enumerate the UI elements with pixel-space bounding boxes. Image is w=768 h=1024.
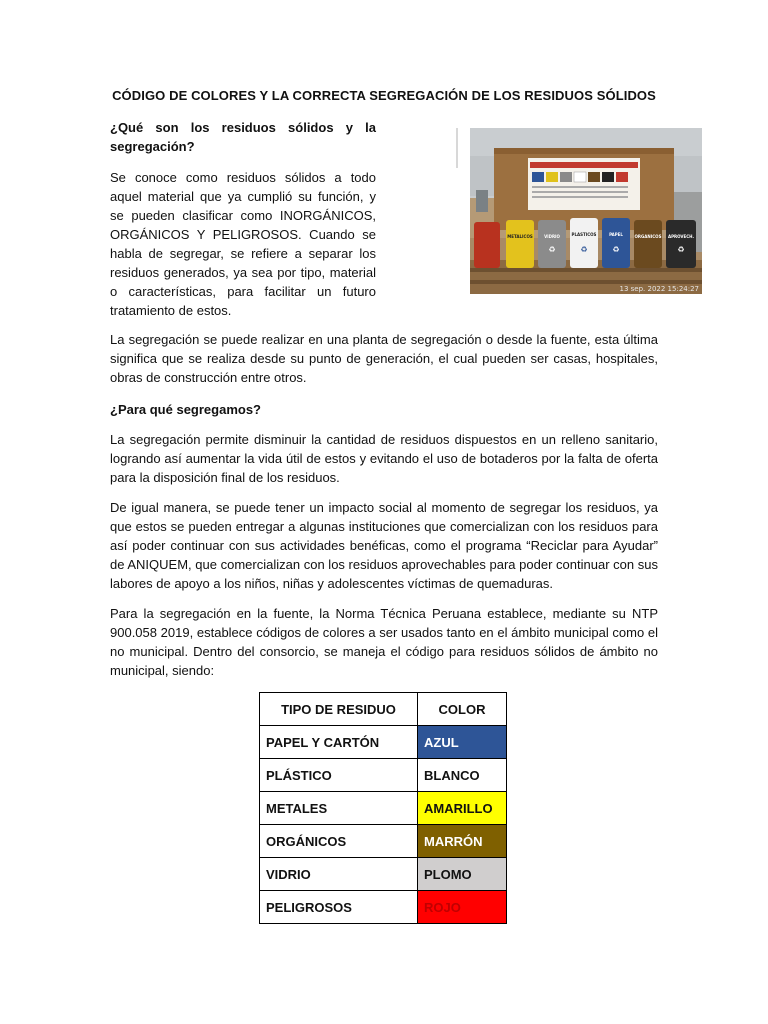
paragraph-segregation-place: La segregación se puede realizar en una planta de segregación o desde la fuente, esta última significa que se realiza desde su punto de generación, el cual pueden ser casas, hospitales, obras de construcción entre otros. [110, 332, 658, 385]
header-waste-type: TIPO DE RESIDUO [260, 693, 418, 726]
color-cell: ROJO [418, 891, 507, 924]
svg-text:VIDRIO: VIDRIO [544, 234, 560, 239]
color-cell: PLOMO [418, 858, 507, 891]
heading-why-segregate: ¿Para qué segregamos? [110, 402, 261, 417]
paragraph-benefits: La segregación permite disminuir la cantidad de residuos dispuestos en un relleno sanitario, logrando así aumentar la vida útil de estos y evitando el uso de botaderos por la falta de oferta para la disposición final de los residuos. [110, 432, 658, 485]
waste-type-cell: VIDRIO [260, 858, 418, 891]
svg-text:PAPEL: PAPEL [609, 232, 623, 237]
header-color: COLOR [418, 693, 507, 726]
table-row [260, 858, 507, 891]
table-header-row [260, 693, 507, 726]
svg-text:♻: ♻ [548, 245, 556, 254]
waste-type-cell: PELIGROSOS [260, 891, 418, 924]
recycling-bins-photo [470, 128, 702, 294]
color-cell: MARRÓN [418, 825, 507, 858]
paragraph-social-impact: De igual manera, se puede tener un impacto social al momento de segregar los residuos, ya que estos se pueden entregar a algunas instituciones que comercializan con los residuos para así poder continuar con sus actividades benéficas, como el programa “Reciclar para Ayudar” de ANIQUEM, que comercializan con los residuos aprovechables para poder continuar con sus labores de apoyo a los niños, niñas y adolescentes víctimas de quemaduras. [110, 500, 658, 591]
svg-text:ORGANICOS: ORGANICOS [634, 234, 662, 239]
waste-type-cell: PAPEL Y CARTÓN [260, 726, 418, 759]
table-row [260, 792, 507, 825]
paragraph-ntp-standard: Para la segregación en la fuente, la Norma Técnica Peruana establece, mediante su NTP 900.058 2019, establece códigos de colores a ser usados tanto en el ámbito municipal como el no municipal. Dentro del consorcio, se maneja el código para residuos sólidos de ámbito no municipal, siendo: [110, 606, 658, 678]
svg-text:METALICOS: METALICOS [507, 234, 533, 239]
photo-edge-line [456, 128, 458, 168]
waste-type-cell: ORGÁNICOS [260, 825, 418, 858]
svg-text:PLASTICOS: PLASTICOS [571, 232, 597, 237]
waste-type-cell: PLÁSTICO [260, 759, 418, 792]
waste-type-cell: METALES [260, 792, 418, 825]
color-cell: AMARILLO [418, 792, 507, 825]
waste-color-table [259, 692, 507, 924]
svg-text:APROVECH.: APROVECH. [667, 234, 695, 239]
table-row [260, 825, 507, 858]
svg-text:♻: ♻ [580, 245, 588, 254]
svg-text:♻: ♻ [612, 245, 620, 254]
paragraph-definition: Se conoce como residuos sólidos a todo aquel material que ya cumplió su función, y se pueden clasificar como INORGÁNICOS, ORGÁNICOS Y PELIGROSOS. Cuando se habla de segregar, se refiere a separar los residuos generados, ya sea por tipo, material o características, para facilitar un futuro tratamiento de estos. [110, 170, 376, 318]
svg-text:♻: ♻ [677, 245, 685, 254]
table-row [260, 726, 507, 759]
photo-timestamp: 13 sep. 2022 15:24:27 [619, 285, 699, 293]
recycling-bins-illustration [470, 128, 702, 294]
table-row [260, 759, 507, 792]
heading-what-are-solid-waste: ¿Qué son los residuos sólidos y la segregación? [110, 120, 376, 154]
document-title: CÓDIGO DE COLORES Y LA CORRECTA SEGREGACIÓN DE LOS RESIDUOS SÓLIDOS [112, 88, 656, 103]
color-cell: BLANCO [418, 759, 507, 792]
color-cell: AZUL [418, 726, 507, 759]
table-row [260, 891, 507, 924]
